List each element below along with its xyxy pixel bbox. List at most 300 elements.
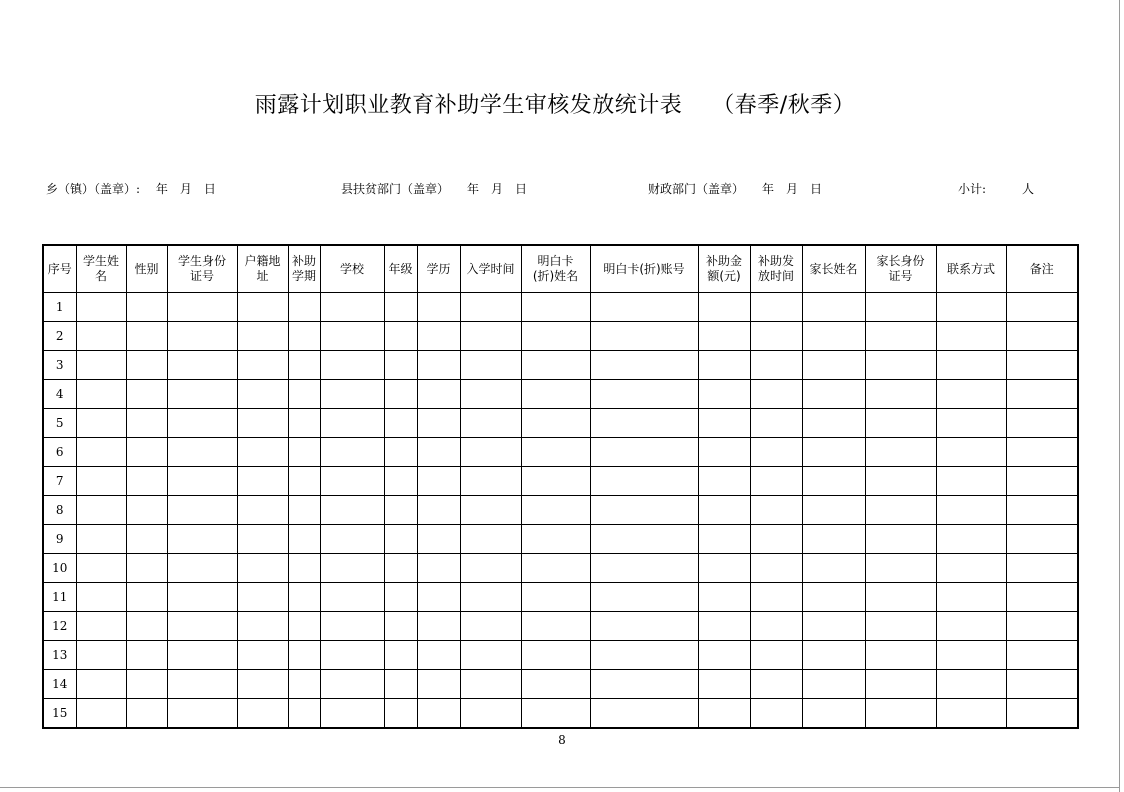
blank-entry-cell (417, 438, 460, 467)
blank-entry-cell (936, 554, 1006, 583)
column-header (384, 245, 417, 293)
blank-entry-cell (320, 554, 384, 583)
blank-entry-cell (167, 438, 237, 467)
blank-entry-cell (521, 322, 590, 351)
blank-entry-cell (320, 641, 384, 670)
blank-entry-cell (865, 351, 936, 380)
blank-entry-cell (802, 699, 865, 729)
column-header-text: 备注 (1029, 261, 1054, 276)
blank-entry-cell (750, 293, 802, 322)
blank-entry-cell (750, 496, 802, 525)
column-header (802, 245, 865, 293)
blank-entry-cell (76, 496, 126, 525)
blank-entry-cell (1006, 409, 1078, 438)
blank-entry-cell (167, 351, 237, 380)
blank-entry-cell (802, 670, 865, 699)
row-number-cell: 5 (43, 409, 76, 438)
blank-entry-cell (936, 612, 1006, 641)
blank-entry-cell (1006, 583, 1078, 612)
blank-entry-cell (750, 670, 802, 699)
blank-entry-cell (936, 583, 1006, 612)
column-header-text: 补助金 (705, 254, 742, 268)
blank-entry-cell (237, 351, 288, 380)
column-header (936, 245, 1006, 293)
row-number-cell: 13 (43, 641, 76, 670)
table-row (43, 438, 1078, 467)
blank-entry-cell (320, 409, 384, 438)
subtotal-line: 小计: 人 (958, 182, 1035, 196)
blank-entry-cell (936, 380, 1006, 409)
blank-entry-cell (417, 351, 460, 380)
blank-entry-cell (237, 496, 288, 525)
blank-entry-cell (126, 496, 167, 525)
blank-entry-cell (590, 380, 698, 409)
blank-entry-cell (76, 525, 126, 554)
blank-entry-cell (865, 641, 936, 670)
column-header (1006, 245, 1078, 293)
blank-entry-cell (865, 554, 936, 583)
blank-entry-cell (288, 641, 320, 670)
blank-entry-cell (417, 612, 460, 641)
blank-entry-cell (590, 554, 698, 583)
blank-entry-cell (1006, 612, 1078, 641)
blank-entry-cell (936, 409, 1006, 438)
blank-entry-cell (76, 612, 126, 641)
blank-entry-cell (865, 293, 936, 322)
blank-entry-cell (76, 554, 126, 583)
blank-entry-cell (750, 554, 802, 583)
column-header-text: 证号 (189, 269, 214, 283)
page-edge-bottom (0, 787, 1120, 788)
column-header (460, 245, 521, 293)
blank-entry-cell (320, 380, 384, 409)
blank-entry-cell (460, 612, 521, 641)
row-number-cell: 6 (43, 438, 76, 467)
blank-entry-cell (521, 670, 590, 699)
row-number-cell: 8 (43, 496, 76, 525)
blank-entry-cell (417, 525, 460, 554)
blank-entry-cell (750, 322, 802, 351)
blank-entry-cell (802, 612, 865, 641)
blank-entry-cell (460, 293, 521, 322)
blank-entry-cell (384, 496, 417, 525)
blank-entry-cell (320, 293, 384, 322)
blank-entry-cell (320, 612, 384, 641)
blank-entry-cell (750, 438, 802, 467)
column-header (417, 245, 460, 293)
blank-entry-cell (126, 554, 167, 583)
blank-entry-cell (865, 583, 936, 612)
table-row (43, 409, 1078, 438)
blank-entry-cell (1006, 438, 1078, 467)
column-header-text: 家长身份 (876, 254, 925, 268)
blank-entry-cell (750, 641, 802, 670)
blank-entry-cell (384, 467, 417, 496)
blank-entry-cell (126, 351, 167, 380)
column-header (237, 245, 288, 293)
blank-entry-cell (698, 699, 750, 729)
column-header-text: 学期 (291, 269, 316, 283)
subsidy-statistics-table (42, 244, 1079, 729)
blank-entry-cell (460, 351, 521, 380)
blank-entry-cell (460, 641, 521, 670)
blank-entry-cell (288, 438, 320, 467)
blank-entry-cell (1006, 699, 1078, 729)
table-row (43, 351, 1078, 380)
blank-entry-cell (320, 496, 384, 525)
page-number: 8 (558, 733, 566, 747)
blank-entry-cell (1006, 554, 1078, 583)
blank-entry-cell (237, 293, 288, 322)
column-header-text: 证号 (888, 269, 913, 283)
blank-entry-cell (590, 438, 698, 467)
row-number-cell: 10 (43, 554, 76, 583)
blank-entry-cell (417, 496, 460, 525)
blank-entry-cell (417, 380, 460, 409)
table-row (43, 293, 1078, 322)
column-header-text: 入学时间 (466, 261, 515, 276)
blank-entry-cell (167, 670, 237, 699)
blank-entry-cell (167, 554, 237, 583)
blank-entry-cell (167, 496, 237, 525)
blank-entry-cell (167, 612, 237, 641)
blank-entry-cell (698, 380, 750, 409)
blank-entry-cell (750, 583, 802, 612)
blank-entry-cell (167, 583, 237, 612)
blank-entry-cell (167, 525, 237, 554)
blank-entry-cell (1006, 380, 1078, 409)
blank-entry-cell (76, 467, 126, 496)
blank-entry-cell (126, 322, 167, 351)
blank-entry-cell (1006, 670, 1078, 699)
blank-entry-cell (126, 641, 167, 670)
blank-entry-cell (417, 322, 460, 351)
blank-entry-cell (802, 293, 865, 322)
blank-entry-cell (802, 554, 865, 583)
blank-entry-cell (698, 641, 750, 670)
blank-entry-cell (802, 380, 865, 409)
finance-dept-stamp-line: 财政部门（盖章） 年 月 日 (648, 182, 823, 196)
blank-entry-cell (288, 554, 320, 583)
county-poverty-dept-stamp-line: 县扶贫部门（盖章） 年 月 日 (341, 182, 528, 196)
blank-entry-cell (126, 409, 167, 438)
blank-entry-cell (237, 322, 288, 351)
blank-entry-cell (384, 409, 417, 438)
blank-entry-cell (521, 293, 590, 322)
blank-entry-cell (460, 554, 521, 583)
blank-entry-cell (237, 525, 288, 554)
blank-entry-cell (590, 351, 698, 380)
table-body (43, 293, 1078, 729)
blank-entry-cell (76, 641, 126, 670)
blank-entry-cell (76, 670, 126, 699)
blank-entry-cell (460, 322, 521, 351)
blank-entry-cell (460, 670, 521, 699)
blank-entry-cell (521, 583, 590, 612)
column-header-text: 补助发 (757, 254, 794, 268)
column-header-text: 补助 (291, 254, 316, 268)
blank-entry-cell (865, 409, 936, 438)
blank-entry-cell (750, 380, 802, 409)
column-header-text: 性别 (134, 261, 159, 276)
blank-entry-cell (460, 583, 521, 612)
blank-entry-cell (237, 409, 288, 438)
table-row (43, 699, 1078, 729)
blank-entry-cell (521, 380, 590, 409)
blank-entry-cell (320, 467, 384, 496)
blank-entry-cell (698, 612, 750, 641)
column-header-text: 学生姓 (82, 254, 119, 268)
table-row (43, 641, 1078, 670)
blank-entry-cell (936, 322, 1006, 351)
blank-entry-cell (384, 293, 417, 322)
blank-entry-cell (865, 525, 936, 554)
column-header (698, 245, 750, 293)
blank-entry-cell (936, 641, 1006, 670)
blank-entry-cell (167, 293, 237, 322)
blank-entry-cell (126, 293, 167, 322)
blank-entry-cell (417, 699, 460, 729)
blank-entry-cell (237, 612, 288, 641)
blank-entry-cell (384, 351, 417, 380)
blank-entry-cell (237, 554, 288, 583)
blank-entry-cell (167, 409, 237, 438)
blank-entry-cell (167, 380, 237, 409)
blank-entry-cell (521, 554, 590, 583)
blank-entry-cell (167, 641, 237, 670)
blank-entry-cell (384, 583, 417, 612)
page-edge-right (1119, 0, 1120, 792)
blank-entry-cell (460, 438, 521, 467)
blank-entry-cell (126, 380, 167, 409)
blank-entry-cell (865, 496, 936, 525)
blank-entry-cell (936, 351, 1006, 380)
blank-entry-cell (802, 583, 865, 612)
blank-entry-cell (698, 554, 750, 583)
column-header-text: 额(元) (707, 269, 741, 283)
blank-entry-cell (237, 583, 288, 612)
row-number-cell: 2 (43, 322, 76, 351)
blank-entry-cell (1006, 641, 1078, 670)
table-row (43, 525, 1078, 554)
blank-entry-cell (460, 380, 521, 409)
blank-entry-cell (590, 467, 698, 496)
blank-entry-cell (521, 351, 590, 380)
blank-entry-cell (521, 641, 590, 670)
blank-entry-cell (1006, 467, 1078, 496)
column-header-text: 家长姓名 (809, 261, 858, 276)
blank-entry-cell (126, 438, 167, 467)
blank-entry-cell (167, 467, 237, 496)
blank-entry-cell (320, 670, 384, 699)
blank-entry-cell (590, 496, 698, 525)
blank-entry-cell (590, 699, 698, 729)
row-number-cell: 15 (43, 699, 76, 729)
blank-entry-cell (417, 583, 460, 612)
blank-entry-cell (936, 525, 1006, 554)
column-header-text: 学生身份 (177, 254, 226, 268)
column-header-text: 联系方式 (946, 261, 995, 276)
blank-entry-cell (384, 670, 417, 699)
blank-entry-cell (237, 699, 288, 729)
blank-entry-cell (521, 409, 590, 438)
column-header (750, 245, 802, 293)
blank-entry-cell (590, 641, 698, 670)
blank-entry-cell (936, 438, 1006, 467)
blank-entry-cell (936, 670, 1006, 699)
blank-entry-cell (590, 409, 698, 438)
column-header-text: 学校 (339, 261, 364, 276)
blank-entry-cell (320, 438, 384, 467)
blank-entry-cell (590, 293, 698, 322)
blank-entry-cell (167, 699, 237, 729)
blank-entry-cell (1006, 351, 1078, 380)
blank-entry-cell (865, 612, 936, 641)
blank-entry-cell (865, 670, 936, 699)
table-row (43, 380, 1078, 409)
blank-entry-cell (865, 438, 936, 467)
column-header (521, 245, 590, 293)
column-header-text: 址 (256, 269, 269, 283)
row-number-cell: 1 (43, 293, 76, 322)
blank-entry-cell (288, 380, 320, 409)
row-number-cell: 9 (43, 525, 76, 554)
blank-entry-cell (750, 467, 802, 496)
blank-entry-cell (384, 554, 417, 583)
blank-entry-cell (288, 612, 320, 641)
column-header-text: 户籍地 (244, 254, 281, 268)
blank-entry-cell (288, 583, 320, 612)
blank-entry-cell (384, 322, 417, 351)
blank-entry-cell (460, 409, 521, 438)
blank-entry-cell (460, 496, 521, 525)
blank-entry-cell (802, 322, 865, 351)
blank-entry-cell (126, 583, 167, 612)
row-number-cell: 3 (43, 351, 76, 380)
blank-entry-cell (320, 583, 384, 612)
row-number-cell: 11 (43, 583, 76, 612)
blank-entry-cell (384, 438, 417, 467)
blank-entry-cell (288, 351, 320, 380)
blank-entry-cell (288, 293, 320, 322)
blank-entry-cell (1006, 322, 1078, 351)
blank-entry-cell (802, 467, 865, 496)
blank-entry-cell (802, 409, 865, 438)
blank-entry-cell (237, 467, 288, 496)
table-header-row (43, 245, 1078, 293)
blank-entry-cell (288, 496, 320, 525)
township-stamp-line: 乡（镇）（盖章）: 年 月 日 (46, 182, 216, 196)
blank-entry-cell (167, 322, 237, 351)
blank-entry-cell (126, 525, 167, 554)
blank-entry-cell (237, 438, 288, 467)
blank-entry-cell (417, 409, 460, 438)
blank-entry-cell (698, 525, 750, 554)
blank-entry-cell (590, 583, 698, 612)
blank-entry-cell (698, 438, 750, 467)
blank-entry-cell (750, 525, 802, 554)
blank-entry-cell (417, 670, 460, 699)
blank-entry-cell (521, 612, 590, 641)
blank-entry-cell (288, 525, 320, 554)
column-header (590, 245, 698, 293)
blank-entry-cell (750, 351, 802, 380)
column-header-text: 明白卡 (537, 254, 574, 268)
document-title: 雨露计划职业教育补助学生审核发放统计表 （春季/秋季） (254, 93, 856, 118)
table-row (43, 670, 1078, 699)
column-header (288, 245, 320, 293)
blank-entry-cell (237, 641, 288, 670)
blank-entry-cell (460, 467, 521, 496)
blank-entry-cell (126, 467, 167, 496)
blank-entry-cell (750, 409, 802, 438)
blank-entry-cell (698, 496, 750, 525)
blank-entry-cell (698, 322, 750, 351)
table-row (43, 583, 1078, 612)
blank-entry-cell (590, 525, 698, 554)
blank-entry-cell (76, 699, 126, 729)
blank-entry-cell (288, 670, 320, 699)
blank-entry-cell (288, 467, 320, 496)
blank-entry-cell (237, 670, 288, 699)
table-row (43, 554, 1078, 583)
blank-entry-cell (76, 409, 126, 438)
blank-entry-cell (521, 467, 590, 496)
blank-entry-cell (521, 438, 590, 467)
blank-entry-cell (936, 699, 1006, 729)
column-header-text: 放时间 (757, 269, 794, 283)
blank-entry-cell (460, 525, 521, 554)
blank-entry-cell (698, 583, 750, 612)
blank-entry-cell (76, 322, 126, 351)
column-header-text: (折)姓名 (532, 269, 579, 283)
blank-entry-cell (460, 699, 521, 729)
blank-entry-cell (417, 293, 460, 322)
blank-entry-cell (802, 496, 865, 525)
blank-entry-cell (865, 322, 936, 351)
blank-entry-cell (802, 438, 865, 467)
blank-entry-cell (521, 525, 590, 554)
column-header-text: 年级 (388, 261, 413, 276)
table-row (43, 496, 1078, 525)
column-header (865, 245, 936, 293)
row-number-cell: 7 (43, 467, 76, 496)
blank-entry-cell (865, 467, 936, 496)
blank-entry-cell (76, 293, 126, 322)
blank-entry-cell (126, 699, 167, 729)
column-header-text: 名 (94, 269, 107, 283)
column-header-text: 序号 (47, 261, 72, 276)
blank-entry-cell (288, 409, 320, 438)
table-row (43, 322, 1078, 351)
blank-entry-cell (384, 641, 417, 670)
blank-entry-cell (865, 699, 936, 729)
column-header-text: 明白卡(折)账号 (603, 261, 685, 276)
blank-entry-cell (384, 380, 417, 409)
blank-entry-cell (802, 351, 865, 380)
column-header-text: 学历 (426, 261, 451, 276)
table-row (43, 467, 1078, 496)
blank-entry-cell (384, 699, 417, 729)
blank-entry-cell (76, 351, 126, 380)
blank-entry-cell (936, 467, 1006, 496)
blank-entry-cell (698, 351, 750, 380)
blank-entry-cell (126, 670, 167, 699)
blank-entry-cell (76, 438, 126, 467)
blank-entry-cell (237, 380, 288, 409)
row-number-cell: 4 (43, 380, 76, 409)
blank-entry-cell (750, 699, 802, 729)
